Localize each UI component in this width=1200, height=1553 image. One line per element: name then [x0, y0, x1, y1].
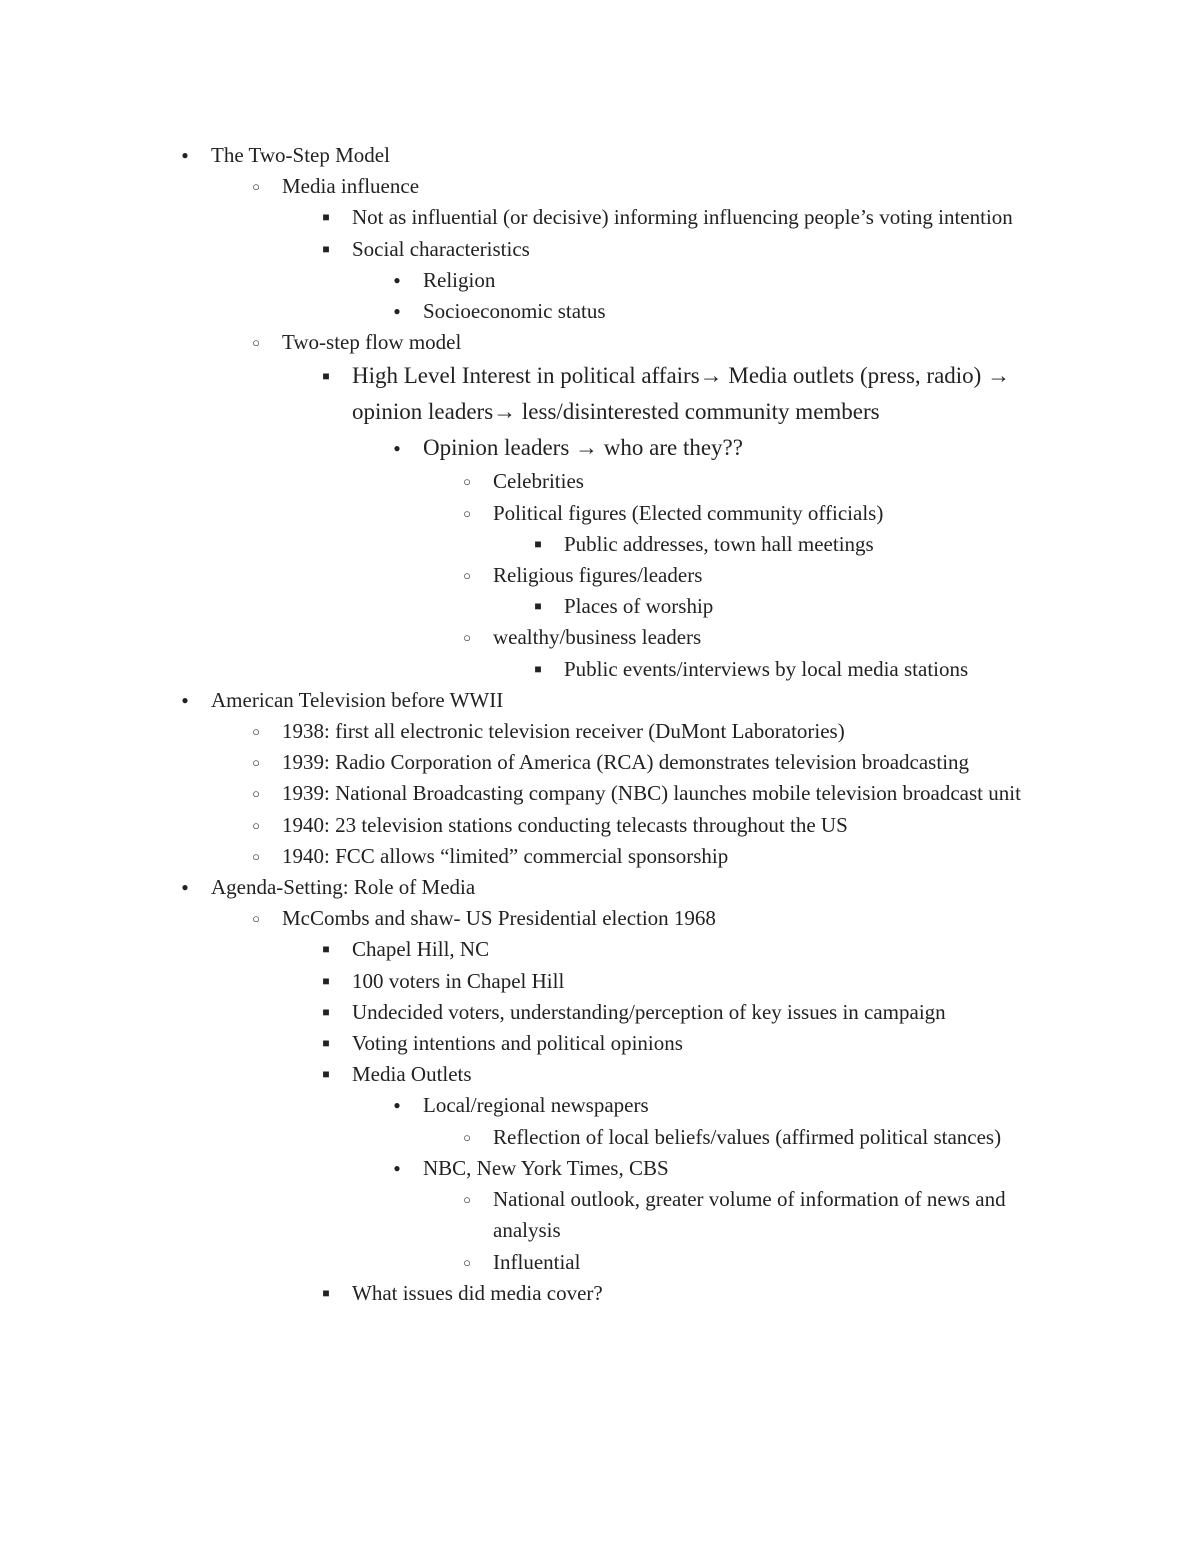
outline-item: [0, 140, 1200, 171]
circle-bullet-icon: ○: [252, 786, 260, 802]
outline-item-text: Opinion leaders → who are they??: [423, 435, 743, 461]
outline-item-text: Two-step flow model: [282, 330, 462, 355]
circle-bullet-icon: ○: [463, 1129, 471, 1145]
outline-item-text: Local/regional newspapers: [423, 1093, 649, 1118]
disc-bullet-icon: ●: [393, 272, 401, 287]
outline-item: [0, 934, 1200, 965]
square-bullet-icon: ■: [322, 210, 330, 225]
outline-item: [0, 498, 1200, 529]
outline-item: [0, 810, 1200, 841]
outline-item: [0, 1184, 1200, 1246]
outline-item-text: National outlook, greater volume of information of news and analysis: [493, 1187, 1006, 1243]
outline-item-text: Agenda-Setting: Role of Media: [211, 875, 476, 900]
outline-item-text: 1940: FCC allows “limited” commercial sponsorship: [282, 843, 729, 868]
outline-item: [0, 654, 1200, 685]
circle-bullet-icon: ○: [463, 630, 471, 646]
outline-item: [0, 1153, 1200, 1184]
square-bullet-icon: ■: [322, 369, 330, 384]
circle-bullet-icon: ○: [463, 1192, 471, 1208]
outline-item: [0, 466, 1200, 497]
square-bullet-icon: ■: [322, 1004, 330, 1019]
outline-item-text: 1939: National Broadcasting company (NBC) launches mobile television broadcast unit: [282, 781, 1021, 806]
outline-item-text: High Level Interest in political affairs→ Media outlets (press, radio) → opinion leaders→ less/disinterested community members: [352, 363, 1011, 425]
disc-bullet-icon: ●: [181, 148, 189, 162]
outline-item: [0, 202, 1200, 233]
outline-item-text: Not as influential (or decisive) informing influencing people’s voting intention: [352, 205, 1013, 230]
outline-item: [0, 1122, 1200, 1153]
outline-item: [0, 327, 1200, 358]
outline-item: [0, 747, 1200, 778]
outline-item-text: 1939: Radio Corporation of America (RCA) demonstrates television broadcasting: [282, 750, 970, 775]
outline-item-text: 1938: first all electronic television receiver (DuMont Laboratories): [282, 719, 845, 744]
outline-item-text: Public addresses, town hall meetings: [564, 531, 874, 556]
outline-item: [0, 171, 1200, 202]
outline-item: [0, 1278, 1200, 1309]
outline-item: [0, 265, 1200, 296]
outline-item-text: Political figures (Elected community officials): [493, 500, 884, 525]
outline-item: [0, 529, 1200, 560]
outline-item: [0, 903, 1200, 934]
outline-item: [0, 841, 1200, 872]
outline-item-text: Media Outlets: [352, 1062, 472, 1087]
outline-item-text: Undecided voters, understanding/perception of key issues in campaign: [352, 999, 946, 1024]
disc-bullet-icon: ●: [393, 1160, 401, 1175]
outline-item: [0, 778, 1200, 809]
circle-bullet-icon: ○: [252, 179, 260, 195]
circle-bullet-icon: ○: [463, 505, 471, 521]
outline-item-text: What issues did media cover?: [352, 1280, 603, 1305]
disc-bullet-icon: ●: [393, 1098, 401, 1113]
square-bullet-icon: ■: [534, 536, 542, 551]
outline-item: [0, 1090, 1200, 1121]
outline-item-text: NBC, New York Times, CBS: [423, 1155, 669, 1180]
outline-item-text: Reflection of local beliefs/values (affirmed political stances): [493, 1124, 1002, 1149]
outline-item: [0, 358, 1200, 430]
outline-item: [0, 872, 1200, 903]
outline-item: [0, 622, 1200, 653]
outline-item-text: 100 voters in Chapel Hill: [352, 968, 565, 993]
circle-bullet-icon: ○: [252, 817, 260, 833]
outline-item: [0, 685, 1200, 716]
outline-item: [0, 430, 1200, 466]
circle-bullet-icon: ○: [252, 755, 260, 771]
outline-item-text: Media influence: [282, 174, 420, 199]
outline-item-text: Places of worship: [564, 594, 714, 619]
outline-item-text: McCombs and shaw- US Presidential election 1968: [282, 906, 716, 931]
outline-item-text: Public events/interviews by local media stations: [564, 656, 969, 681]
outline-item-text: Religious figures/leaders: [493, 563, 703, 588]
outline-item-text: wealthy/business leaders: [493, 625, 702, 650]
square-bullet-icon: ■: [322, 973, 330, 988]
outline-item: [0, 1059, 1200, 1090]
outline-item: [0, 997, 1200, 1028]
square-bullet-icon: ■: [322, 1036, 330, 1051]
square-bullet-icon: ■: [534, 661, 542, 676]
outline-item-text: Voting intentions and political opinions: [352, 1031, 683, 1056]
outline-item: [0, 591, 1200, 622]
outline-item-text: Social characteristics: [352, 236, 530, 261]
outline-item: [0, 234, 1200, 265]
outline-item-text: The Two-Step Model: [211, 143, 390, 167]
circle-bullet-icon: ○: [463, 1254, 471, 1270]
outline-item-text: Chapel Hill, NC: [352, 937, 490, 962]
disc-bullet-icon: ●: [393, 304, 401, 319]
outline-item: [0, 560, 1200, 591]
disc-bullet-icon: ●: [181, 692, 189, 707]
outline-item-text: Celebrities: [493, 469, 584, 494]
outline-item-text: 1940: 23 television stations conducting telecasts throughout the US: [282, 812, 848, 837]
circle-bullet-icon: ○: [463, 568, 471, 584]
square-bullet-icon: ■: [534, 599, 542, 614]
square-bullet-icon: ■: [322, 1067, 330, 1082]
outline-item-text: Religion: [423, 267, 496, 292]
disc-bullet-icon: ●: [181, 880, 189, 895]
outline-item: [0, 296, 1200, 327]
bullet-outline: [0, 140, 1200, 1309]
outline-item: [0, 1247, 1200, 1278]
square-bullet-icon: ■: [322, 1285, 330, 1300]
outline-item: [0, 966, 1200, 997]
outline-item-text: Socioeconomic status: [423, 299, 606, 324]
circle-bullet-icon: ○: [252, 335, 260, 351]
outline-item-text: American Television before WWII: [211, 687, 504, 712]
circle-bullet-icon: ○: [463, 474, 471, 490]
disc-bullet-icon: ●: [393, 441, 401, 456]
outline-item-text: Influential: [493, 1249, 581, 1274]
outline-item: [0, 1028, 1200, 1059]
circle-bullet-icon: ○: [252, 848, 260, 864]
circle-bullet-icon: ○: [252, 911, 260, 927]
square-bullet-icon: ■: [322, 942, 330, 957]
outline-item: [0, 716, 1200, 747]
square-bullet-icon: ■: [322, 241, 330, 256]
circle-bullet-icon: ○: [252, 724, 260, 740]
